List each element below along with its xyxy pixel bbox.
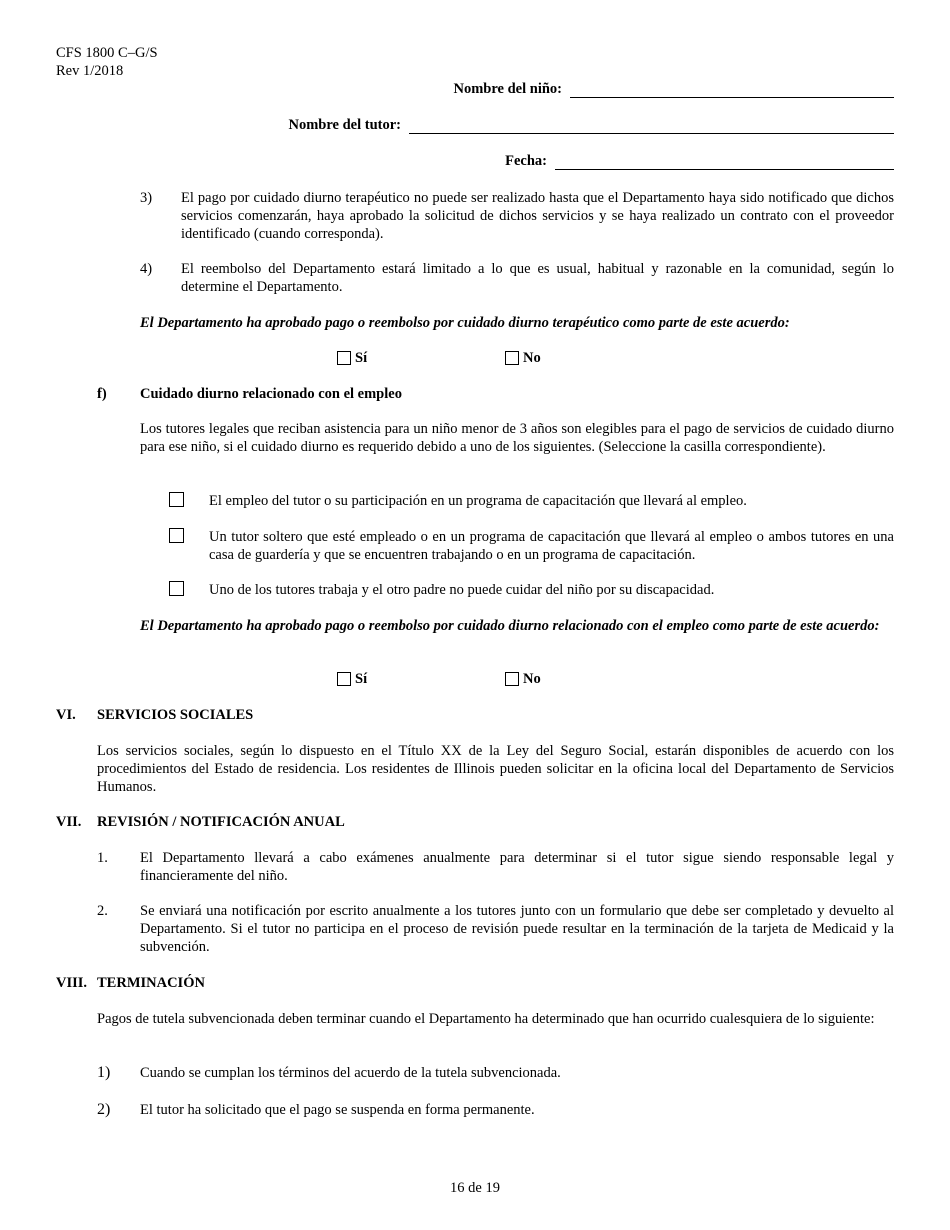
item-text: El Departamento llevará a cabo exámenes anualmente para determinar si el tutor sigue siendo responsable legal y financieramente del niño.	[140, 850, 894, 884]
form-id: CFS 1800 C–G/S	[56, 45, 158, 61]
item-number: 4)	[140, 261, 153, 277]
checkbox-icon[interactable]	[505, 351, 519, 365]
section-viii-intro: Pagos de tutela subvencionada deben terminar cuando el Departamento ha determinado que han ocurrido cualesquiera de lo siguiente:	[97, 1011, 875, 1027]
child-name-row	[454, 80, 895, 98]
employment-option-text: Un tutor soltero que esté empleado o en un programa de capacitación que llevará al empleo o ambos tutores en una casa de guardería y que se encuentren trabajando o en un programa de capacitación.	[209, 529, 894, 563]
section-f-letter: f)	[97, 386, 107, 402]
employment-option-checkbox[interactable]	[169, 581, 184, 596]
employment-option-text: Uno de los tutores trabaja y el otro padre no puede cuidar del niño por su discapacidad.	[209, 582, 715, 598]
item-text: El tutor ha solicitado que el pago se suspenda en forma permanente.	[140, 1102, 535, 1118]
section-viii-number: VIII.	[56, 975, 88, 991]
section-f-title: Cuidado diurno relacionado con el empleo	[140, 386, 402, 402]
no-label: No	[523, 671, 541, 687]
approval-therapeutic-question: El Departamento ha aprobado pago o reembolso por cuidado diurno terapéutico como parte de este acuerdo:	[140, 315, 790, 331]
item-number: 2.	[97, 903, 108, 919]
item-text: Se enviará una notificación por escrito anualmente a los tutores junto con un formulario que debe ser completado y devuelto al Departamento. Si el tutor no participa en el proceso de revisión puede resultar en la terminación de la tarjeta de Medicaid y la subvención.	[140, 903, 894, 955]
item-text: Cuando se cumplan los términos del acuerdo de la tutela subvencionada.	[140, 1065, 561, 1081]
guardian-name-label: Nombre del tutor:	[288, 117, 401, 133]
section-viii-title: TERMINACIÓN	[97, 975, 205, 991]
checkbox-icon[interactable]	[337, 351, 351, 365]
approval-employment-question: El Departamento ha aprobado pago o reembolso por cuidado diurno relacionado con el empleo como parte de este acuerdo:	[140, 618, 880, 634]
section-vi-number: VI.	[56, 707, 76, 723]
employment-no-option[interactable]	[505, 670, 541, 688]
guardian-name-row	[289, 116, 895, 134]
employment-option-checkbox[interactable]	[169, 492, 184, 507]
section-vi-text: Los servicios sociales, según lo dispuesto en el Título XX de la Ley del Seguro Social, estarán disponibles de acuerdo con los procedimientos del Estado de residencia. Los residentes de Illinois pueden solicitar en la oficina local del Departamento de Servicios Humanos.	[97, 743, 894, 795]
checkbox-icon[interactable]	[337, 672, 351, 686]
employment-option-checkbox[interactable]	[169, 528, 184, 543]
yes-label: Sí	[355, 350, 368, 366]
section-vii-number: VII.	[56, 814, 82, 830]
yes-label: Sí	[355, 671, 368, 687]
employment-yes-option[interactable]	[337, 670, 367, 688]
section-vii-title: REVISIÓN / NOTIFICACIÓN ANUAL	[97, 814, 345, 830]
employment-option-text: El empleo del tutor o su participación en un programa de capacitación que llevará al empleo.	[209, 493, 747, 509]
item-text: El reembolso del Departamento estará limitado a lo que es usual, habitual y razonable en la comunidad, según lo determine el Departamento.	[181, 261, 894, 295]
form-revision: Rev 1/2018	[56, 63, 124, 79]
date-label: Fecha:	[505, 153, 547, 169]
child-name-label: Nombre del niño:	[453, 81, 562, 97]
page-number: 16 de 19	[450, 1180, 500, 1196]
item-number: 1)	[97, 1064, 111, 1081]
therapeutic-yes-option[interactable]	[337, 349, 367, 367]
item-number: 3)	[140, 190, 153, 206]
item-number: 1.	[97, 850, 108, 866]
section-vi-title: SERVICIOS SOCIALES	[97, 707, 254, 723]
guardian-name-field[interactable]	[409, 119, 894, 134]
date-row	[505, 152, 894, 170]
item-number: 2)	[97, 1101, 111, 1118]
no-label: No	[523, 350, 541, 366]
date-field[interactable]	[555, 155, 894, 170]
item-text: El pago por cuidado diurno terapéutico no puede ser realizado hasta que el Departamento haya sido notificado que dichos servicios comenzarán, haya aprobado la solicitud de dichos servicios y se haya realizado un contrato con el proveedor identificado (cuando corresponda).	[181, 190, 894, 242]
child-name-field[interactable]	[570, 83, 894, 98]
section-f-intro: Los tutores legales que reciban asistencia para un niño menor de 3 años son elegibles para el pago de servicios de cuidado diurno para ese niño, si el cuidado diurno es requerido debido a uno de los siguientes. (Seleccione la casilla correspondiente).	[140, 421, 894, 455]
checkbox-icon[interactable]	[505, 672, 519, 686]
therapeutic-no-option[interactable]	[505, 349, 541, 367]
form-id-block	[56, 44, 158, 80]
